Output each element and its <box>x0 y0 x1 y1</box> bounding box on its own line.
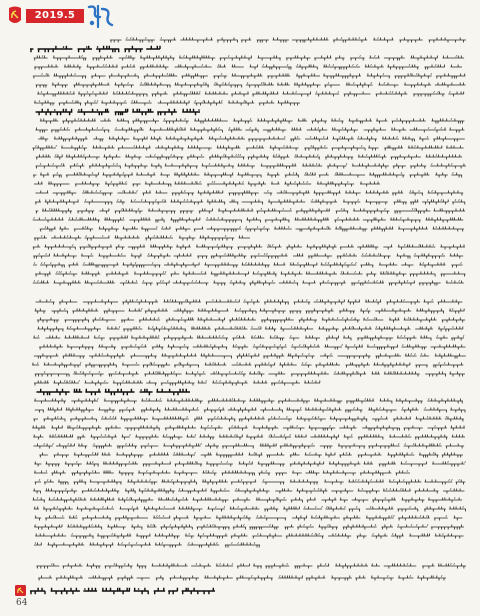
script-text-line <box>36 164 466 169</box>
script-text-line <box>34 354 466 359</box>
script-text-line <box>35 480 466 485</box>
script-text-line <box>35 128 464 133</box>
script-text-line <box>37 327 463 332</box>
script-text-line <box>34 65 462 70</box>
script-text-line <box>34 236 250 241</box>
script-text-line <box>34 462 465 467</box>
script-text-line <box>35 534 463 539</box>
script-text-line <box>33 435 465 440</box>
script-text-line <box>35 200 465 205</box>
script-text-line <box>33 489 464 494</box>
script-text-line <box>39 453 463 458</box>
script-text-line <box>38 137 465 142</box>
script-text-line <box>40 227 464 232</box>
script-text-line <box>33 74 466 79</box>
script-text-line <box>33 263 463 268</box>
script-text-line <box>34 399 463 404</box>
script-text-line <box>35 516 463 521</box>
script-text-line <box>35 272 466 277</box>
script-heading-line <box>30 46 160 52</box>
red-flag-icon <box>15 585 26 596</box>
script-text-line <box>33 254 463 259</box>
script-text-line <box>34 182 380 187</box>
script-text-line <box>110 38 466 43</box>
script-heading-line <box>36 109 200 115</box>
script-text-line <box>32 426 465 431</box>
script-heading-line <box>37 389 191 395</box>
script-text-line <box>35 408 466 413</box>
script-text-line <box>36 209 466 214</box>
script-text-line <box>32 146 463 151</box>
script-text-line <box>34 543 260 548</box>
script-text-line <box>37 92 464 97</box>
script-text-line <box>37 318 465 323</box>
script-text-line <box>33 245 465 250</box>
script-text-line <box>36 564 466 569</box>
script-text-line <box>33 218 464 223</box>
script-text-line <box>39 345 465 350</box>
script-text-line <box>34 471 410 476</box>
script-text-line <box>35 309 465 314</box>
script-text-line <box>34 381 320 386</box>
script-text-line <box>38 576 446 581</box>
script-text-line <box>34 525 464 530</box>
script-text-line <box>36 300 463 305</box>
script-text-line <box>33 173 462 178</box>
issue-label: 2019.5 <box>26 9 84 23</box>
script-text-line <box>34 507 466 512</box>
script-text-line <box>35 372 465 377</box>
script-text-line <box>33 417 464 422</box>
script-text-line <box>33 498 463 503</box>
script-heading-line <box>30 588 215 594</box>
script-text-line <box>36 155 462 160</box>
script-text-line <box>32 363 463 368</box>
script-text-line <box>40 119 465 124</box>
script-text-line <box>36 83 466 88</box>
script-text-line <box>33 444 464 449</box>
script-text-line <box>34 101 300 106</box>
script-text-line <box>33 336 464 341</box>
page-number: 64 <box>16 598 28 608</box>
script-text-line <box>33 281 464 286</box>
script-text-line <box>36 191 464 196</box>
script-text-line <box>34 56 464 61</box>
